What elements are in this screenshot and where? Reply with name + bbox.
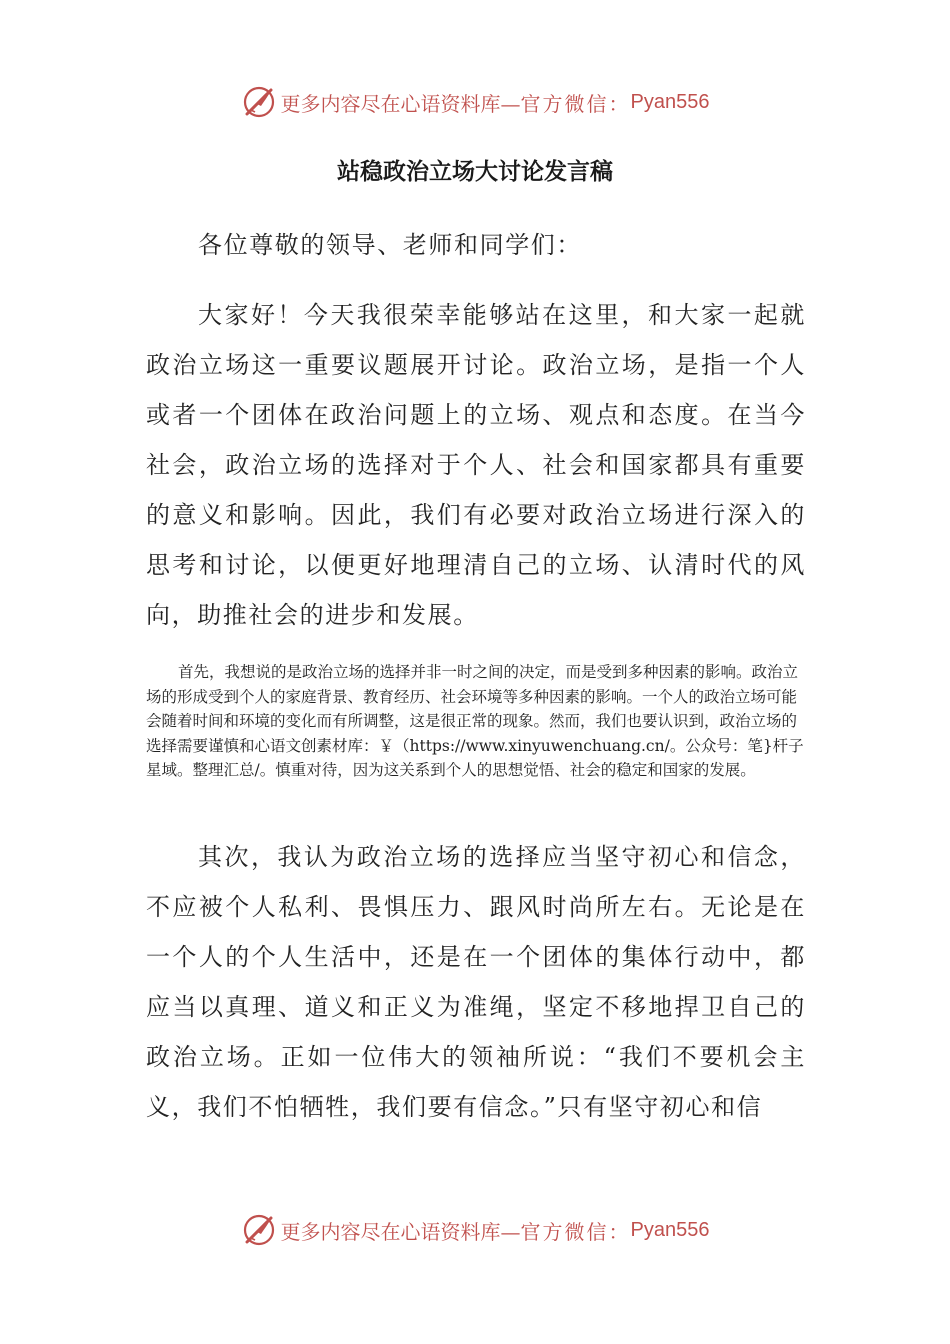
banner-text: 更多内容尽在心语资料库—: [280, 91, 521, 116]
banner-wechat-id: Pyan556: [630, 1218, 710, 1241]
greeting: 各位尊敬的领导、老师和同学们：: [198, 231, 582, 259]
banner-wechat-id: Pyan556: [630, 90, 710, 113]
quill-pen-logo-icon: [241, 84, 277, 120]
paragraph-2: 首先，我想说的是政治立场的选择并非一时之间的决定，而是受到多种因素的影响。政治立场的形成受到个人的家庭背景、教育经历、社会环境等多种因素的影响。一个人的政治立场可能会随着时间和环境的变化而有所调整，这是很正常的现象。然而，我们也要认识到，政治立场的选择需要谨慎和心语文创素材库：￥（https://www.xinyuwenchuang.cn/。公众号：笔}杆子星域。整理汇总/。慎重对待，因为这关系到个人的思想觉悟、社会的稳定和国家的发展。: [146, 663, 804, 779]
banner-text: 更多内容尽在心语资料库—: [280, 1219, 521, 1244]
banner-label: 官方微信：: [520, 1219, 631, 1244]
banner-label: 官方微信：: [520, 91, 631, 116]
document-title: 站稳政治立场大讨论发言稿: [337, 158, 613, 185]
paragraph-1: 大家好！今天我很荣幸能够站在这里，和大家一起就政治立场这一重要议题展开讨论。政治立场，是指一个人或者一个团体在政治问题上的立场、观点和态度。在当今社会，政治立场的选择对于个人、社会和国家都具有重要的意义和影响。因此，我们有必要对政治立场进行深入的思考和讨论，以便更好地理清自己的立场、认清时代的风向，助推社会的进步和发展。: [146, 301, 806, 629]
header-banner: [0, 82, 950, 122]
paragraph-3: 其次，我认为政治立场的选择应当坚守初心和信念，不应被个人私利、畏惧压力、跟风时尚所左右。无论是在一个人的个人生活中，还是在一个团体的集体行动中，都应当以真理、道义和正义为准绳，坚定不移地捍卫自己的政治立场。正如一位伟大的领袖所说：“我们不要机会主义，我们不怕牺牲，我们要有信念。”只有坚守初心和信: [146, 843, 806, 1121]
footer-banner: [0, 1210, 950, 1250]
quill-pen-logo-icon: [241, 1212, 277, 1248]
